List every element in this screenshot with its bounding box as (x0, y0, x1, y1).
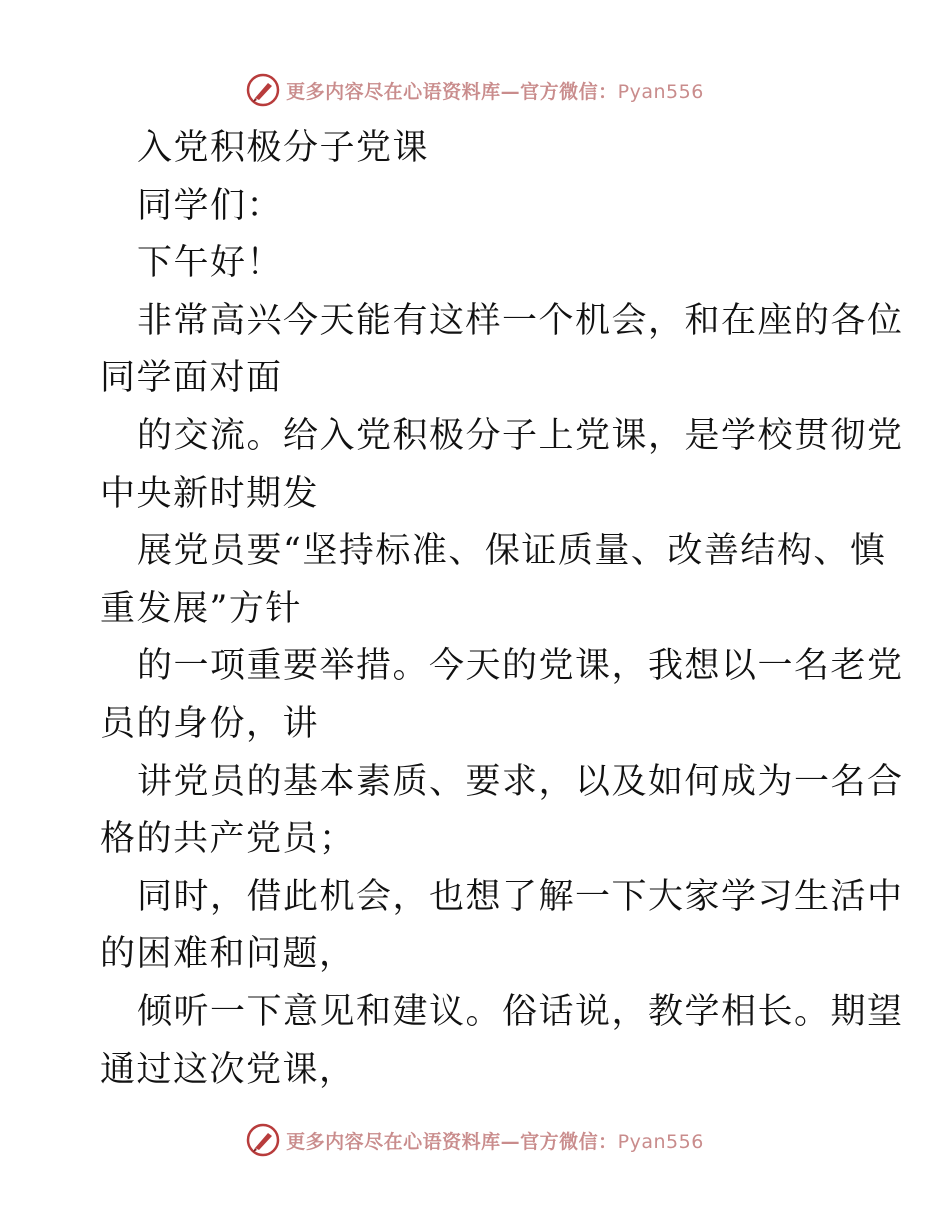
text-line: 讲党员的基本素质、要求，以及如何成为一名合 (137, 761, 904, 802)
document-title: 入党积极分子党课 (137, 128, 430, 168)
pen-logo-icon (246, 73, 280, 107)
text-line: 非常高兴今天能有这样一个机会，和在座的各位 (137, 300, 904, 341)
text-line: 倾听一下意见和建议。俗话说，教学相长。期望 (137, 991, 904, 1032)
banner-caption (286, 77, 704, 104)
footer-watermark-banner (0, 1120, 950, 1160)
text-line: 的困难和问题， (100, 934, 356, 975)
text-line: 通过这次党课， (100, 1049, 356, 1090)
header-watermark-banner (0, 70, 950, 110)
banner-text: 更多内容尽在心语资料库—官方微信： (286, 80, 618, 103)
text-line: 同时，借此机会，也想了解一下大家学习生活中 (137, 876, 904, 917)
text-line: 员的身份，讲 (100, 703, 320, 744)
text-line: 展党员要“坚持标准、保证质量、改善结构、慎 (137, 531, 887, 572)
greeting: 下午好！ (137, 243, 284, 284)
banner-text: 更多内容尽在心语资料库—官方微信： (286, 1130, 618, 1153)
text-line: 的交流。给入党积极分子上党课，是学校贯彻党 (137, 415, 904, 456)
banner-caption (286, 1127, 704, 1154)
wechat-id: Pyan556 (617, 1130, 704, 1153)
text-line: 格的共产党员； (100, 819, 356, 860)
text-line: 重发展”方针 (100, 588, 302, 629)
pen-logo-icon (246, 1123, 280, 1157)
text-line: 同学面对面 (100, 358, 283, 399)
wechat-id: Pyan556 (617, 80, 704, 103)
text-line: 的一项重要举措。今天的党课，我想以一名老党 (137, 646, 904, 687)
salutation: 同学们： (137, 185, 284, 226)
text-line: 中央新时期发 (100, 473, 320, 514)
document-body (100, 120, 904, 1099)
